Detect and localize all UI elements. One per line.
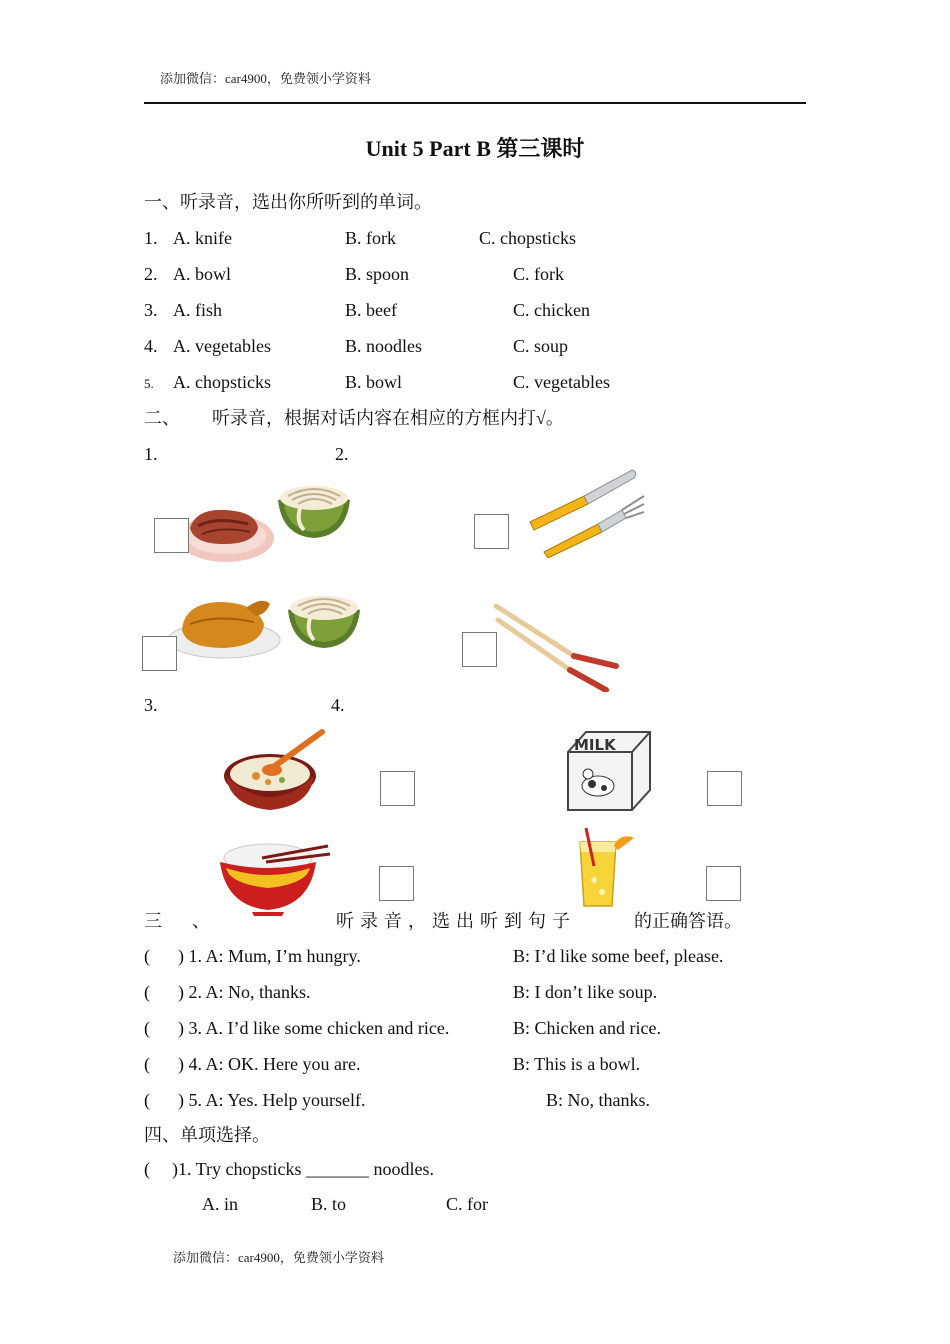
juice-icon xyxy=(572,826,636,910)
s3-item4-paren[interactable]: ( xyxy=(144,1054,150,1074)
s1-item3-num: 3. xyxy=(144,300,158,320)
section3-heading-b: 听录音，选出听到句子 xyxy=(336,911,576,931)
s2-label-1: 1. xyxy=(144,444,158,464)
checkbox-4a[interactable] xyxy=(707,771,742,806)
section3-heading-a: 三 、 xyxy=(144,911,216,931)
s3-item4-answer: B: This is a bowl. xyxy=(513,1054,641,1074)
page-title: Unit 5 Part B 第三课时 xyxy=(365,136,585,161)
s3-item5-answer: B: No, thanks. xyxy=(546,1090,651,1110)
s1-item1-c: C. chopsticks xyxy=(479,228,576,248)
noodles-icon xyxy=(274,478,354,540)
s3-item2-answer: B: I don’t like soup. xyxy=(513,982,658,1002)
s3-item1-question: ) 1. A: Mum, I’m hungry. xyxy=(178,946,361,966)
s1-item5-b: B. bowl xyxy=(345,372,403,392)
header-divider xyxy=(144,102,806,104)
noodles-icon xyxy=(284,588,364,650)
s3-item3-question: ) 3. A. I’d like some chicken and rice. xyxy=(178,1018,450,1038)
s1-item4-c: C. soup xyxy=(513,336,569,356)
s1-item4-a: A. vegetables xyxy=(173,336,271,356)
s1-item2-c: C. fork xyxy=(513,264,564,284)
section2-heading-prefix: 二、 xyxy=(144,408,180,428)
s3-item1-paren[interactable]: ( xyxy=(144,946,150,966)
checkbox-2a[interactable] xyxy=(474,514,509,549)
chopsticks-icon xyxy=(494,604,620,692)
s3-item2-question: ) 2. A: No, thanks. xyxy=(178,982,311,1002)
beef-icon xyxy=(176,498,276,564)
s4-q1-option-c: C. for xyxy=(446,1194,488,1214)
checkbox-1a[interactable] xyxy=(154,518,189,553)
rice-bowl-icon xyxy=(212,834,332,916)
chicken-icon xyxy=(166,594,282,660)
checkbox-2b[interactable] xyxy=(462,632,497,667)
s1-item2-num: 2. xyxy=(144,264,158,284)
checkbox-4b[interactable] xyxy=(706,866,741,901)
s1-item3-a: A. fish xyxy=(173,300,222,320)
s3-item2-paren[interactable]: ( xyxy=(144,982,150,1002)
section1-heading: 一、听录音，选出你所听到的单词。 xyxy=(144,192,432,212)
s2-label-4: 4. xyxy=(331,695,345,715)
s1-item5-c: C. vegetables xyxy=(513,372,610,392)
knife-fork-icon xyxy=(526,466,646,558)
page-footer: 添加微信：car4900，免费领小学资料 xyxy=(173,1250,384,1265)
s2-label-3: 3. xyxy=(144,695,158,715)
section3-heading-c: 的正确答语。 xyxy=(634,911,742,931)
s1-item4-num: 4. xyxy=(144,336,158,356)
s3-item5-question: ) 5. A: Yes. Help yourself. xyxy=(178,1090,366,1110)
section4-heading: 四、单项选择。 xyxy=(144,1125,270,1145)
checkbox-3b[interactable] xyxy=(379,866,414,901)
checkbox-1b[interactable] xyxy=(142,636,177,671)
s4-q1-paren[interactable]: ( xyxy=(144,1159,150,1179)
s3-item4-question: ) 4. A: OK. Here you are. xyxy=(178,1054,361,1074)
milk-carton-icon xyxy=(562,730,656,812)
s1-item3-b: B. beef xyxy=(345,300,397,320)
s1-item4-b: B. noodles xyxy=(345,336,423,356)
s1-item1-b: B. fork xyxy=(345,228,396,248)
section2-heading: 听录音，根据对话内容在相应的方框内打√。 xyxy=(212,408,564,428)
checkbox-3a[interactable] xyxy=(380,771,415,806)
s3-item5-paren[interactable]: ( xyxy=(144,1090,150,1110)
s4-q1-option-b: B. to xyxy=(311,1194,347,1214)
s1-item3-c: C. chicken xyxy=(513,300,590,320)
soup-icon xyxy=(222,726,334,812)
s1-item5-num: 5. xyxy=(144,376,154,391)
s4-q1-text: )1. Try chopsticks _______ noodles. xyxy=(172,1159,435,1179)
s3-item3-paren[interactable]: ( xyxy=(144,1018,150,1038)
s1-item1-a: A. knife xyxy=(173,228,232,248)
s3-item3-answer: B: Chicken and rice. xyxy=(513,1018,661,1038)
s1-item2-b: B. spoon xyxy=(345,264,410,284)
page-header: 添加微信：car4900，免费领小学资料 xyxy=(160,71,371,86)
s1-item5-a: A. chopsticks xyxy=(173,372,271,392)
svg-text:MILK: MILK xyxy=(574,736,616,754)
s2-label-2: 2. xyxy=(335,444,349,464)
s1-item2-a: A. bowl xyxy=(173,264,231,284)
s3-item1-answer: B: I’d like some beef, please. xyxy=(513,946,724,966)
s1-item1-num: 1. xyxy=(144,228,158,248)
s4-q1-option-a: A. in xyxy=(202,1194,238,1214)
